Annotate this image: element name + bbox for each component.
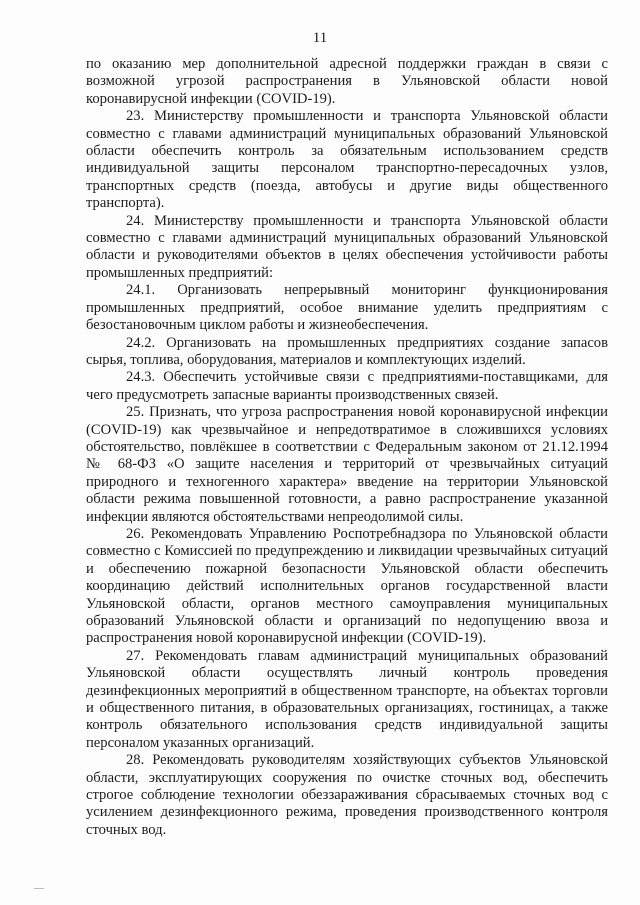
paragraph-28: 28. Рекомендовать руководителям хозяйствующих субъектов Ульяновской области, эксплуатирующих сооружения по очистке сточных вод, обеспечить строгое соблюдение технологии обеззараживания сбрасываемых сточных вод с усилением дезинфекционного режима, проведения производственного контроля сточных вод. bbox=[86, 752, 608, 838]
page-number: 11 bbox=[312, 30, 328, 46]
paragraph-23: 23. Министерству промышленности и транспорта Ульяновской области совместно с главами администраций муниципальных образований Ульяновской области обеспечить контроль за обязательным использованием средств индивидуальной защиты персоналом транспортно-пересадочных узлов, транспортных средств (поезда, автобусы и другие виды общественного транспорта). bbox=[86, 108, 608, 212]
paragraph-25: 25. Признать, что угроза распространения новой коронавирусной инфекции (COVID-19) как чрезвычайное и непредотвратимое в сложившихся условиях обстоятельство, повлёкшее в соответствии с Федеральным законом от 21.12.1994 № 68-ФЗ «О защите населения и территорий от чрезвычайных ситуаций природного и техногенного характера» введение на территории Ульяновской области режима повышенной готовности, а равно распространение указанной инфекции являются обстоятельствами непреодолимой силы. bbox=[86, 404, 608, 525]
scan-edge-mark bbox=[34, 888, 44, 889]
paragraph-24-3: 24.3. Обеспечить устойчивые связи с предприятиями-поставщиками, для чего предусмотреть запасные варианты производственных связей. bbox=[86, 369, 608, 403]
paragraph-26: 26. Рекомендовать Управлению Роспотребнадзора по Ульяновской области совместно с Комиссией по предупреждению и ликвидации чрезвычайных ситуаций и обеспечению пожарной безопасности Ульяновской области обеспечить координацию действий исполнительных органов государственной власти Ульяновской области, органов местного самоуправления муниципальных образований Ульяновской области и организаций по недопущению ввоза и распространения новой коронавирусной инфекции (COVID-19). bbox=[86, 525, 608, 647]
paragraph-27: 27. Рекомендовать главам администраций муниципальных образований Ульяновской области осуществлять личный контроль проведения дезинфекционных мероприятий в общественном транспорте, на объектах торговли и общественного питания, в образовательных организациях, гостиницах, а также контроль обязательного использования средств индивидуальной защиты персоналом указанных организаций. bbox=[86, 647, 608, 751]
paragraph-24-2: 24.2. Организовать на промышленных предприятиях создание запасов сырья, топлива, оборудования, материалов и комплектующих изделий. bbox=[86, 334, 608, 368]
document-body bbox=[86, 56, 608, 839]
paragraph-24-1: 24.1. Организовать непрерывный мониторинг функционирования промышленных предприятий, особое внимание уделить предприятиям с безостановочным циклом работы и жизнеобеспечения. bbox=[86, 282, 608, 334]
paragraph-continuation: по оказанию мер дополнительной адресной поддержки граждан в связи с возможной угрозой распространения в Ульяновской области новой коронавирусной инфекции (COVID-19). bbox=[86, 56, 608, 107]
paragraph-24: 24. Министерству промышленности и транспорта Ульяновской области совместно с главами администраций муниципальных образований Ульяновской области и руководителями объектов в целях обеспечения устойчивости работы промышленных предприятий: bbox=[86, 212, 608, 281]
